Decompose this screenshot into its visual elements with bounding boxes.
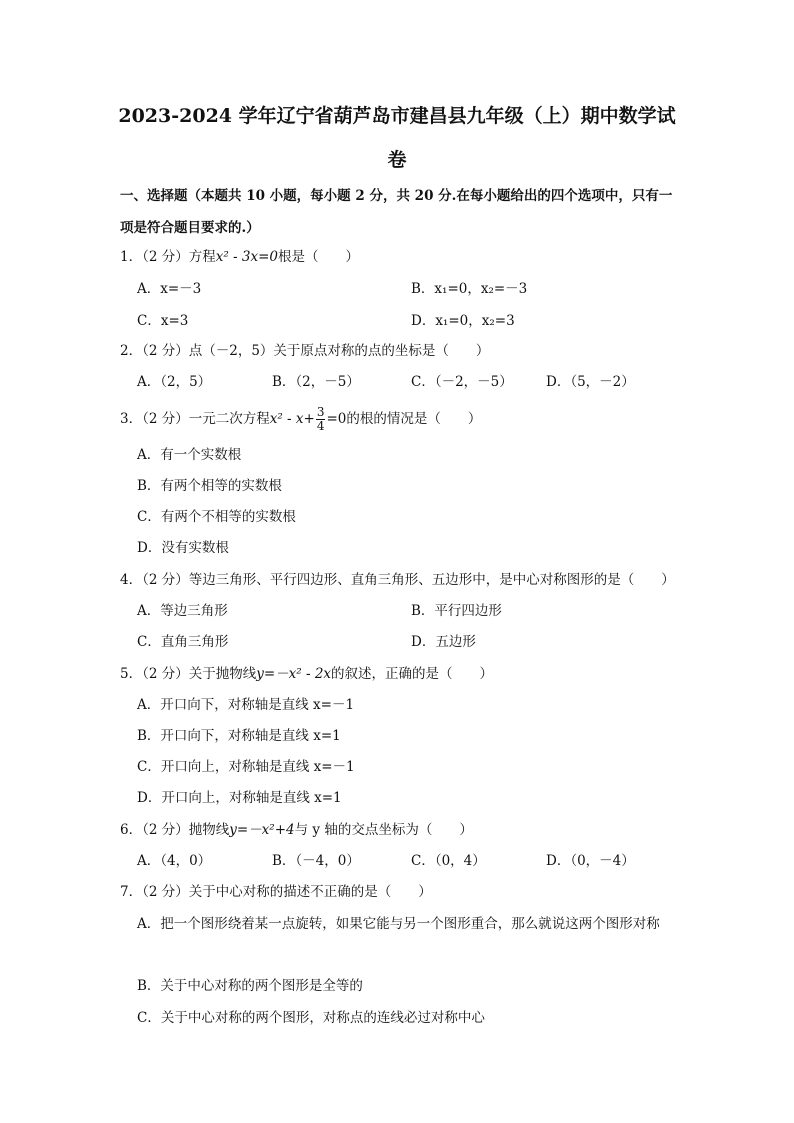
question-3-fraction-numerator: 3: [316, 405, 325, 419]
question-3-option-d: D．没有实数根: [137, 540, 229, 556]
exam-title-line2: 卷: [387, 149, 407, 171]
question-3-fraction: [316, 406, 326, 433]
question-3-stem: [120, 402, 481, 436]
question-1-option-d: D．x₁=0，x₂=3: [411, 313, 515, 329]
question-5-equation: y=－x² - 2x: [256, 666, 332, 682]
question-3-number: 3．: [120, 411, 143, 427]
question-6-text-post: 与 y 轴的交点坐标为（ ）: [294, 822, 473, 838]
question-7-option-c: C．关于中心对称的两个图形，对称点的连线必过对称中心: [137, 1010, 485, 1026]
question-7-text: 关于中心对称的描述不正确的是（ ）: [188, 884, 432, 900]
section-heading-line1: 一、选择题（本题共 10 小题，每小题 2 分，共 20 分.在每小题给出的四个选项中，只有一: [120, 188, 673, 204]
question-6-number: 6．: [120, 822, 143, 838]
question-4-stem: [120, 570, 675, 590]
question-1-equation: x² - 3x=0: [215, 249, 279, 265]
question-7-option-a: A．把一个图形绕着某一点旋转，如果它能与另一个图形重合，那么就说这两个图形对称: [137, 916, 660, 932]
question-6-option-d: D．（0，－4）: [546, 853, 635, 869]
question-1-option-b: B．x₁=0，x₂=－3: [411, 281, 528, 297]
question-5-stem: [120, 664, 493, 684]
question-6-option-c: C．（0，4）: [411, 853, 486, 869]
question-5-number: 5．: [120, 666, 143, 682]
question-1-option-c: C．x=3: [137, 313, 189, 329]
question-7-stem: [120, 882, 432, 902]
question-5-text-pre: 关于抛物线: [188, 666, 257, 682]
question-4-option-d: D．五边形: [411, 634, 476, 650]
question-1-number: 1．: [120, 249, 143, 265]
question-6-score: （2 分）: [142, 822, 189, 838]
question-5-option-b: B．开口向下，对称轴是直线 x=1: [137, 728, 341, 744]
question-6-text-pre: 抛物线: [188, 822, 230, 838]
question-4-text: 等边三角形、平行四边形、直角三角形、五边形中，是中心对称图形的是（ ）: [188, 572, 675, 588]
question-2-option-b: B．（2，－5）: [272, 374, 360, 390]
question-2-option-d: D．（5，－2）: [546, 374, 635, 390]
question-2-stem: [120, 341, 489, 361]
question-6-option-b: B．（－4，0）: [272, 853, 360, 869]
question-2-option-a: A．（2，5）: [137, 374, 212, 390]
question-3-score: （2 分）: [142, 411, 189, 427]
question-2-score: （2 分）: [142, 343, 189, 359]
question-1-score: （2 分）: [142, 249, 189, 265]
question-4-option-c: C．直角三角形: [137, 634, 229, 650]
question-5-option-c: C．开口向上，对称轴是直线 x=－1: [137, 759, 355, 775]
exam-title-line1: 2023-2024 学年辽宁省葫芦岛市建昌县九年级（上）期中数学试: [118, 105, 676, 127]
question-5-text-post: 的叙述，正确的是（ ）: [331, 666, 494, 682]
question-3-option-b: B．有两个相等的实数根: [137, 478, 282, 494]
question-1-text-post: 根是（ ）: [278, 249, 360, 265]
question-7-number: 7．: [120, 884, 143, 900]
question-5-option-a: A．开口向下，对称轴是直线 x=－1: [137, 697, 355, 713]
question-6-equation: y=－x²+4: [229, 822, 295, 838]
question-4-number: 4．: [120, 572, 143, 588]
question-2-option-c: C．（－2，－5）: [411, 374, 513, 390]
section-heading-line2: 项是符合题目要求的.）: [120, 220, 260, 236]
question-5-option-d: D．开口向上，对称轴是直线 x=1: [137, 790, 342, 806]
question-1-option-a: A．x=－3: [137, 281, 202, 297]
question-5-score: （2 分）: [142, 666, 189, 682]
question-3-option-c: C．有两个不相等的实数根: [137, 509, 296, 525]
question-2-text: 点（－2，5）关于原点对称的点的坐标是（ ）: [188, 343, 490, 359]
question-4-score: （2 分）: [142, 572, 189, 588]
question-6-stem: [120, 820, 473, 840]
question-2-number: 2．: [120, 343, 143, 359]
question-7-option-b: B．关于中心对称的两个图形是全等的: [137, 978, 363, 994]
question-4-option-a: A．等边三角形: [137, 603, 228, 619]
question-1-text-pre: 方程: [188, 249, 216, 265]
question-4-option-b: B．平行四边形: [411, 603, 502, 619]
question-3-text-pre: 一元二次方程: [188, 411, 270, 427]
question-3-option-a: A．有一个实数根: [137, 447, 242, 463]
question-3-equation-right: =0: [326, 411, 347, 427]
question-6-option-a: A．（4，0）: [137, 853, 212, 869]
question-1-stem: [120, 247, 359, 267]
section-heading: [120, 180, 680, 244]
question-7-score: （2 分）: [142, 884, 189, 900]
question-3-equation-left: x² - x+: [269, 411, 315, 427]
question-3-text-post: 的根的情况是（ ）: [346, 411, 482, 427]
question-3-fraction-denominator: 4: [316, 419, 325, 433]
